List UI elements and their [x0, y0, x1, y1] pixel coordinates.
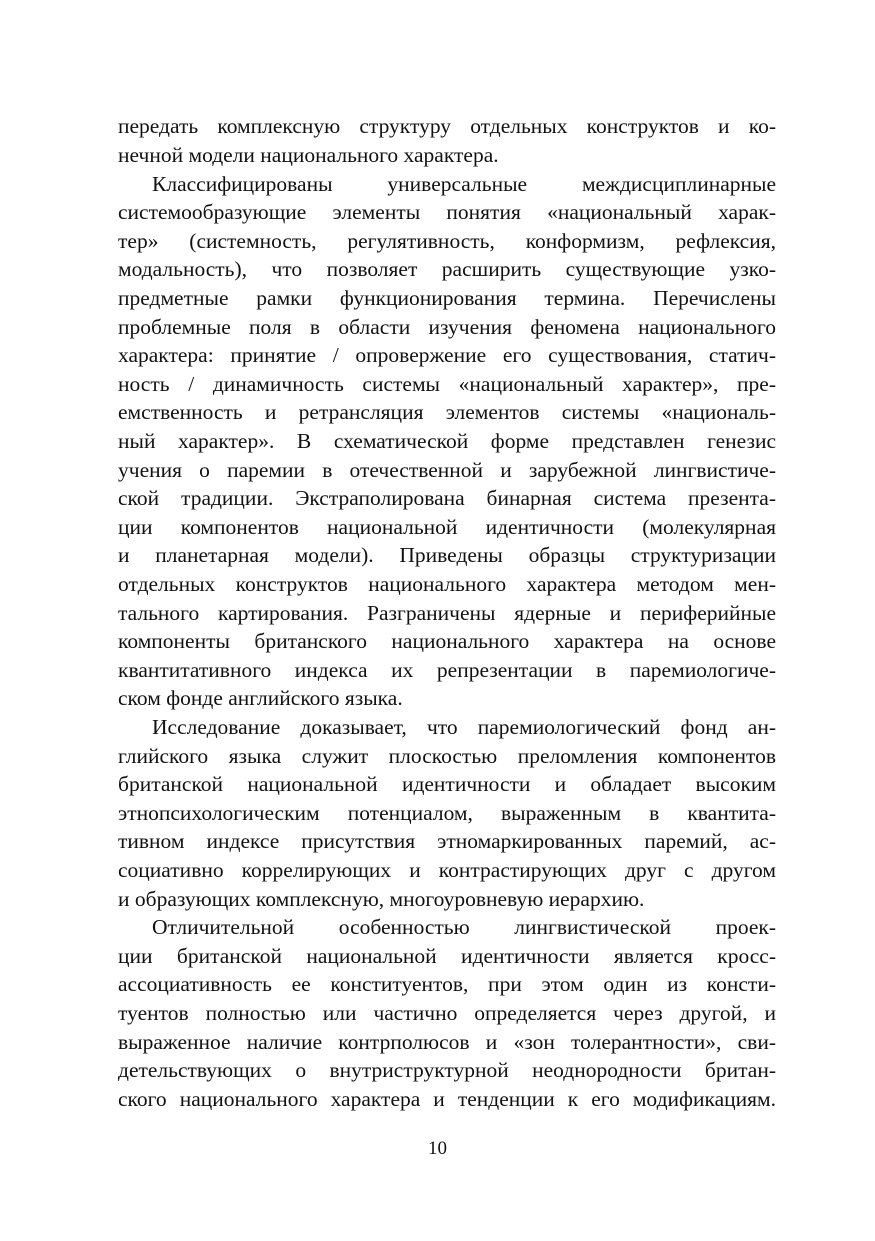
text-line: детельствующих о внутриструктурной неоднородности британ-: [118, 1058, 776, 1082]
text-line: емственность и ретрансляция элементов системы «националь-: [118, 400, 776, 424]
text-line: квантитативного индекса их репрезентации в паремиологиче-: [118, 658, 776, 682]
text-line: системообразующие элементы понятия «национальный харак-: [118, 200, 776, 224]
text-line: Отличительной особенностью лингвистической проек-: [152, 915, 776, 939]
text-line: ный характер». В схематической форме представлен генезис: [118, 429, 776, 453]
text-line: туентов полностью или частично определяется через другой, и: [118, 1001, 776, 1025]
text-line: глийского языка служит плоскостью преломления компонентов: [118, 744, 776, 768]
text-line: и образующих комплексную, многоуровневую иерархию.: [118, 887, 645, 911]
text-line: передать комплексную структуру отдельных конструктов и ко-: [118, 114, 776, 138]
text-line: компоненты британского национального характера на основе: [118, 629, 776, 653]
text-line: социативно коррелирующих и контрастирующих друг с другом: [118, 858, 776, 882]
text-line: ции компонентов национальной идентичности (молекулярная: [118, 515, 776, 539]
text-line: ции британской национальной идентичности является кросс-: [118, 944, 776, 968]
text-line: британской национальной идентичности и обладает высоким: [118, 772, 776, 796]
text-line: модальность), что позволяет расширить существующие узко-: [118, 257, 776, 281]
text-line: Классифицированы универсальные междисциплинарные: [152, 172, 776, 196]
text-line: отдельных конструктов национального характера методом мен-: [118, 572, 776, 596]
text-line: предметные рамки функционирования термина. Перечислены: [118, 286, 776, 310]
text-line: тивном индексе присутствия этномаркированных паремий, ас-: [118, 829, 776, 853]
text-line: ского национального характера и тенденции к его модификациям.: [118, 1087, 776, 1111]
text-line: и планетарная модели). Приведены образцы структуризации: [118, 543, 776, 567]
text-line: характера: принятие / опровержение его существования, статич-: [118, 343, 776, 367]
text-line: ность / динамичность системы «национальный характер», пре-: [118, 372, 776, 396]
text-line: нечной модели национального характера.: [118, 143, 499, 167]
text-line: тер» (системность, регулятивность, конформизм, рефлексия,: [118, 229, 776, 253]
text-line: ской традиции. Экстраполирована бинарная система презента-: [118, 486, 776, 510]
text-line: выраженное наличие контрполюсов и «зон толерантности», сви-: [118, 1030, 776, 1054]
text-line: ском фонде английского языка.: [118, 686, 403, 710]
text-line: учения о паремии в отечественной и зарубежной лингвистиче-: [118, 458, 776, 482]
text-line: этнопсихологическим потенциалом, выраженным в квантита-: [118, 801, 776, 825]
text-line: проблемные поля в области изучения феномена национального: [118, 315, 776, 339]
page-number: 10: [428, 1138, 447, 1159]
text-line: тального картирования. Разграничены ядерные и периферийные: [118, 601, 776, 625]
text-line: Исследование доказывает, что паремиологический фонд ан-: [152, 715, 776, 739]
text-line: ассоциативность ее конституентов, при этом один из консти-: [118, 972, 776, 996]
